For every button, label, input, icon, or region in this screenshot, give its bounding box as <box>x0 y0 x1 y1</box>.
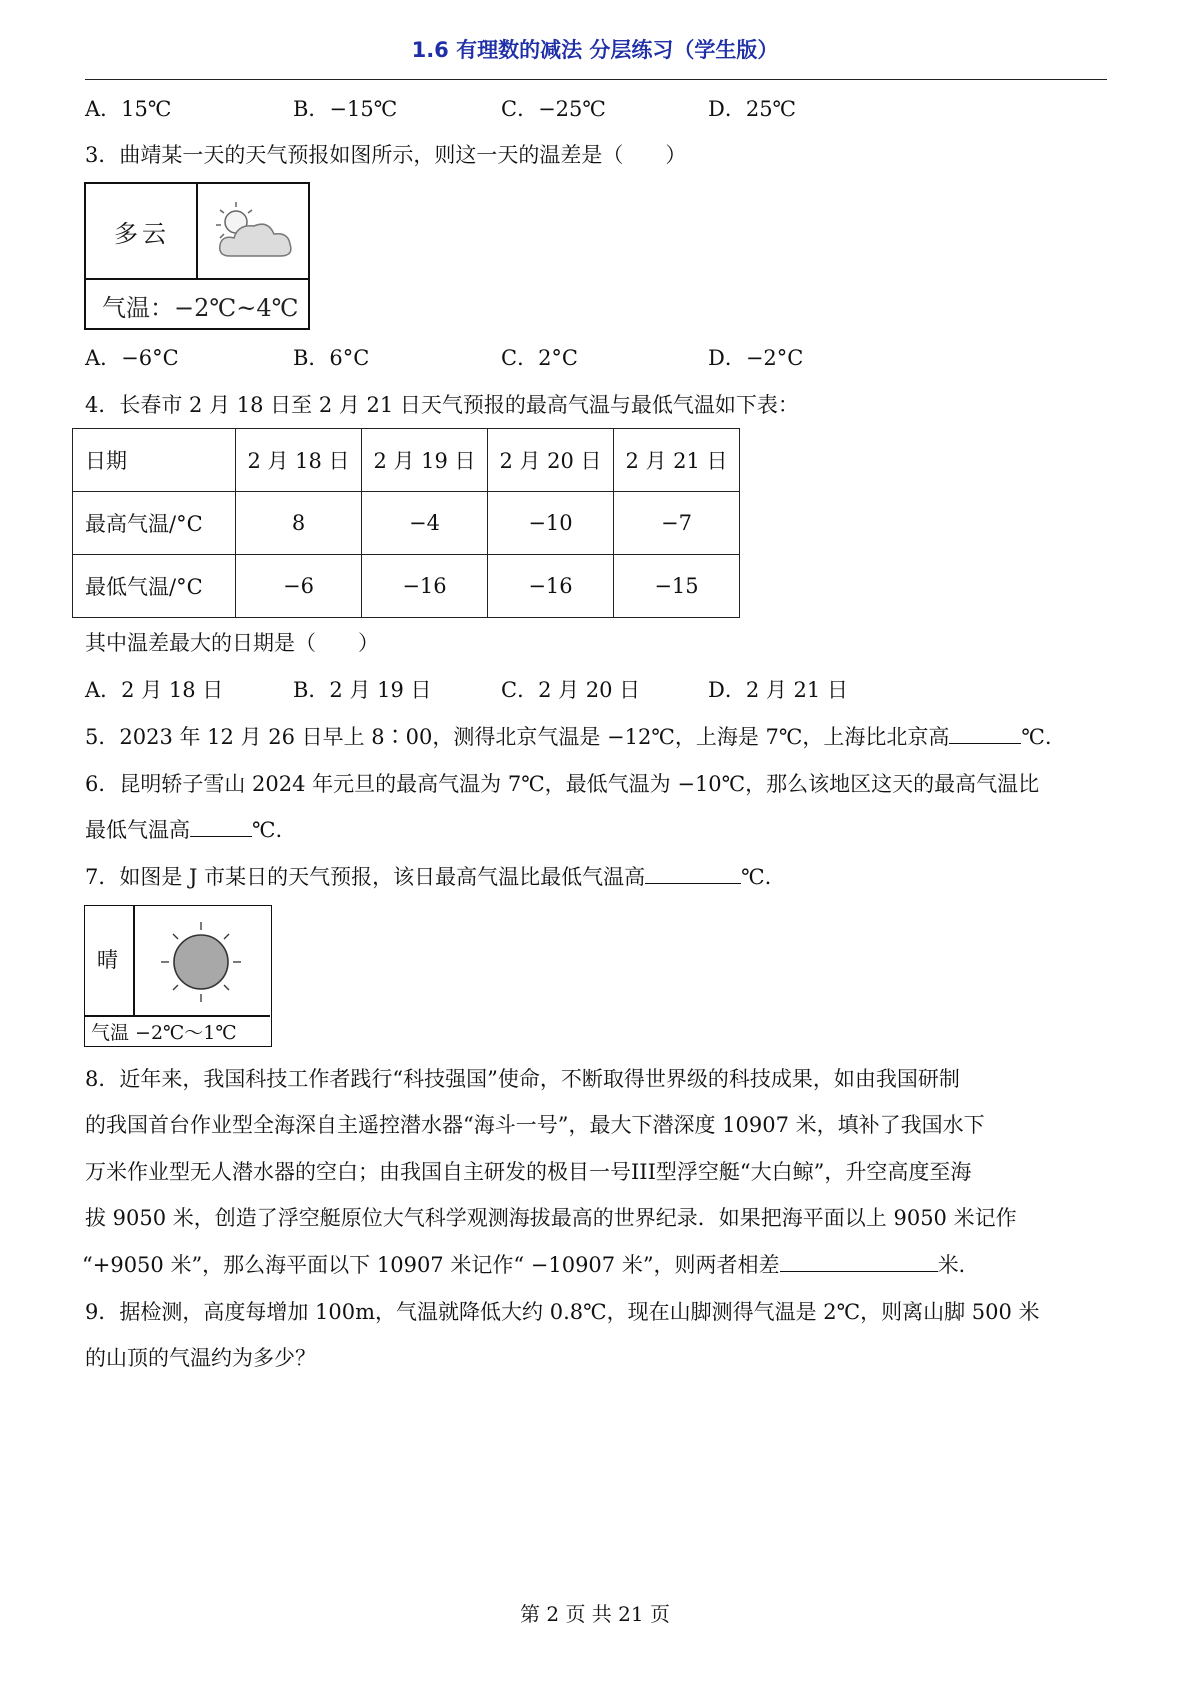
table-cell: 最高气温/°C <box>73 492 236 555</box>
table-cell: −6 <box>236 555 362 618</box>
q8-line4: 拔 9050 米，创造了浮空艇原位大气科学观测海拔最高的世界纪录．如果把海平面以上 9050 米记作 <box>85 1206 1017 1230</box>
q8-line5 <box>82 1250 965 1280</box>
q3-option-d: D．−2°C <box>708 346 804 370</box>
q4-option-b: B．2 月 19 日 <box>293 678 432 702</box>
table-cell: 最低气温/°C <box>73 555 236 618</box>
table-cell: −16 <box>362 555 488 618</box>
q7-answer-blank[interactable] <box>645 863 741 884</box>
table-header-cell: 日期 <box>73 429 236 492</box>
q7-question <box>85 862 771 892</box>
q8-text: “+9050 米”，那么海平面以下 10907 米记作“ −10907 米”，则两者相差 <box>82 1253 780 1277</box>
q9-line2: 的山顶的气温约为多少？ <box>85 1346 316 1370</box>
q3-temp-label: 气温：−2℃~4℃ <box>102 294 299 322</box>
q7-text: 7．如图是 J 市某日的天气预报，该日最高气温比最低气温高 <box>85 865 646 889</box>
q5-text: 5．2023 年 12 月 26 日早上 8∶00，测得北京气温是 −12℃，上海是 7℃，上海比北京高 <box>85 725 950 749</box>
q8-unit: 米. <box>937 1253 966 1277</box>
q3-weather-label: 多云 <box>114 220 170 248</box>
table-row <box>73 555 740 618</box>
q2-option-a: A．15℃ <box>85 97 172 121</box>
table-header-row <box>73 429 740 492</box>
q7-weather-figure <box>84 905 272 1047</box>
table-row <box>73 492 740 555</box>
q6-line1: 6．昆明轿子雪山 2024 年元旦的最高气温为 7℃，最低气温为 −10℃，那么该地区这天的最高气温比 <box>85 772 1040 796</box>
table-header-cell: 2 月 21 日 <box>614 429 740 492</box>
q5-unit: ℃. <box>1021 725 1052 749</box>
q6-line2 <box>85 815 282 845</box>
table-cell: −15 <box>614 555 740 618</box>
q3-stem: 3．曲靖某一天的天气预报如图所示，则这一天的温差是（ ） <box>85 143 687 167</box>
table-cell: −16 <box>488 555 614 618</box>
q4-option-d: D．2 月 21 日 <box>708 678 848 702</box>
q8-line1: 8．近年来，我国科技工作者践行“科技强国”使命，不断取得世界级的科技成果，如由我国研制 <box>85 1067 960 1091</box>
table-cell: −10 <box>488 492 614 555</box>
q3-weather-figure <box>84 182 310 330</box>
page-number: 第 2 页 共 21 页 <box>520 1602 670 1626</box>
q2-option-c: C．−25℃ <box>501 97 606 121</box>
q2-option-b: B．−15℃ <box>293 97 398 121</box>
q5-question <box>85 722 1052 752</box>
q8-answer-blank[interactable] <box>780 1251 938 1272</box>
sun-icon <box>157 918 245 1006</box>
q7-temp-label: 气温 −2℃～1℃ <box>91 1022 237 1044</box>
cloudy-icon <box>208 198 298 264</box>
q3-option-c: C．2°C <box>501 346 578 370</box>
q6-unit: ℃. <box>252 818 283 842</box>
q3-option-a: A．−6°C <box>85 346 179 370</box>
q5-answer-blank[interactable] <box>949 723 1021 744</box>
q4-temperature-table <box>72 428 740 618</box>
q7-unit: ℃. <box>741 865 772 889</box>
table-header-cell: 2 月 19 日 <box>362 429 488 492</box>
table-header-cell: 2 月 20 日 <box>488 429 614 492</box>
q4-option-a: A．2 月 18 日 <box>85 678 224 702</box>
q8-line3: 万米作业型无人潜水器的空白；由我国自主研发的极目一号III型浮空艇“大白鲸”，升空高度至海 <box>85 1160 972 1184</box>
q4-stem: 4．长春市 2 月 18 日至 2 月 21 日天气预报的最高气温与最低气温如下表： <box>85 393 799 417</box>
table-cell: −7 <box>614 492 740 555</box>
q6-answer-blank[interactable] <box>190 816 252 837</box>
q9-line1: 9．据检测，高度每增加 100m，气温就降低大约 0.8℃，现在山脚测得气温是 2℃，则离山脚 500 米 <box>85 1300 1040 1324</box>
q7-weather-label: 晴 <box>97 948 118 972</box>
q6-text: 最低气温高 <box>85 818 190 842</box>
q4-option-c: C．2 月 20 日 <box>501 678 641 702</box>
page-title: 1.6 有理数的减法 分层练习（学生版） <box>411 38 779 62</box>
q8-line2: 的我国首台作业型全海深自主遥控潜水器“海斗一号”，最大下潜深度 10907 米，填补了我国水下 <box>85 1113 985 1137</box>
table-cell: −4 <box>362 492 488 555</box>
header-divider <box>85 79 1107 80</box>
table-cell: 8 <box>236 492 362 555</box>
q2-option-d: D．25℃ <box>708 97 797 121</box>
q3-option-b: B．6°C <box>293 346 370 370</box>
table-header-cell: 2 月 18 日 <box>236 429 362 492</box>
q4-question: 其中温差最大的日期是（ ） <box>85 631 379 655</box>
